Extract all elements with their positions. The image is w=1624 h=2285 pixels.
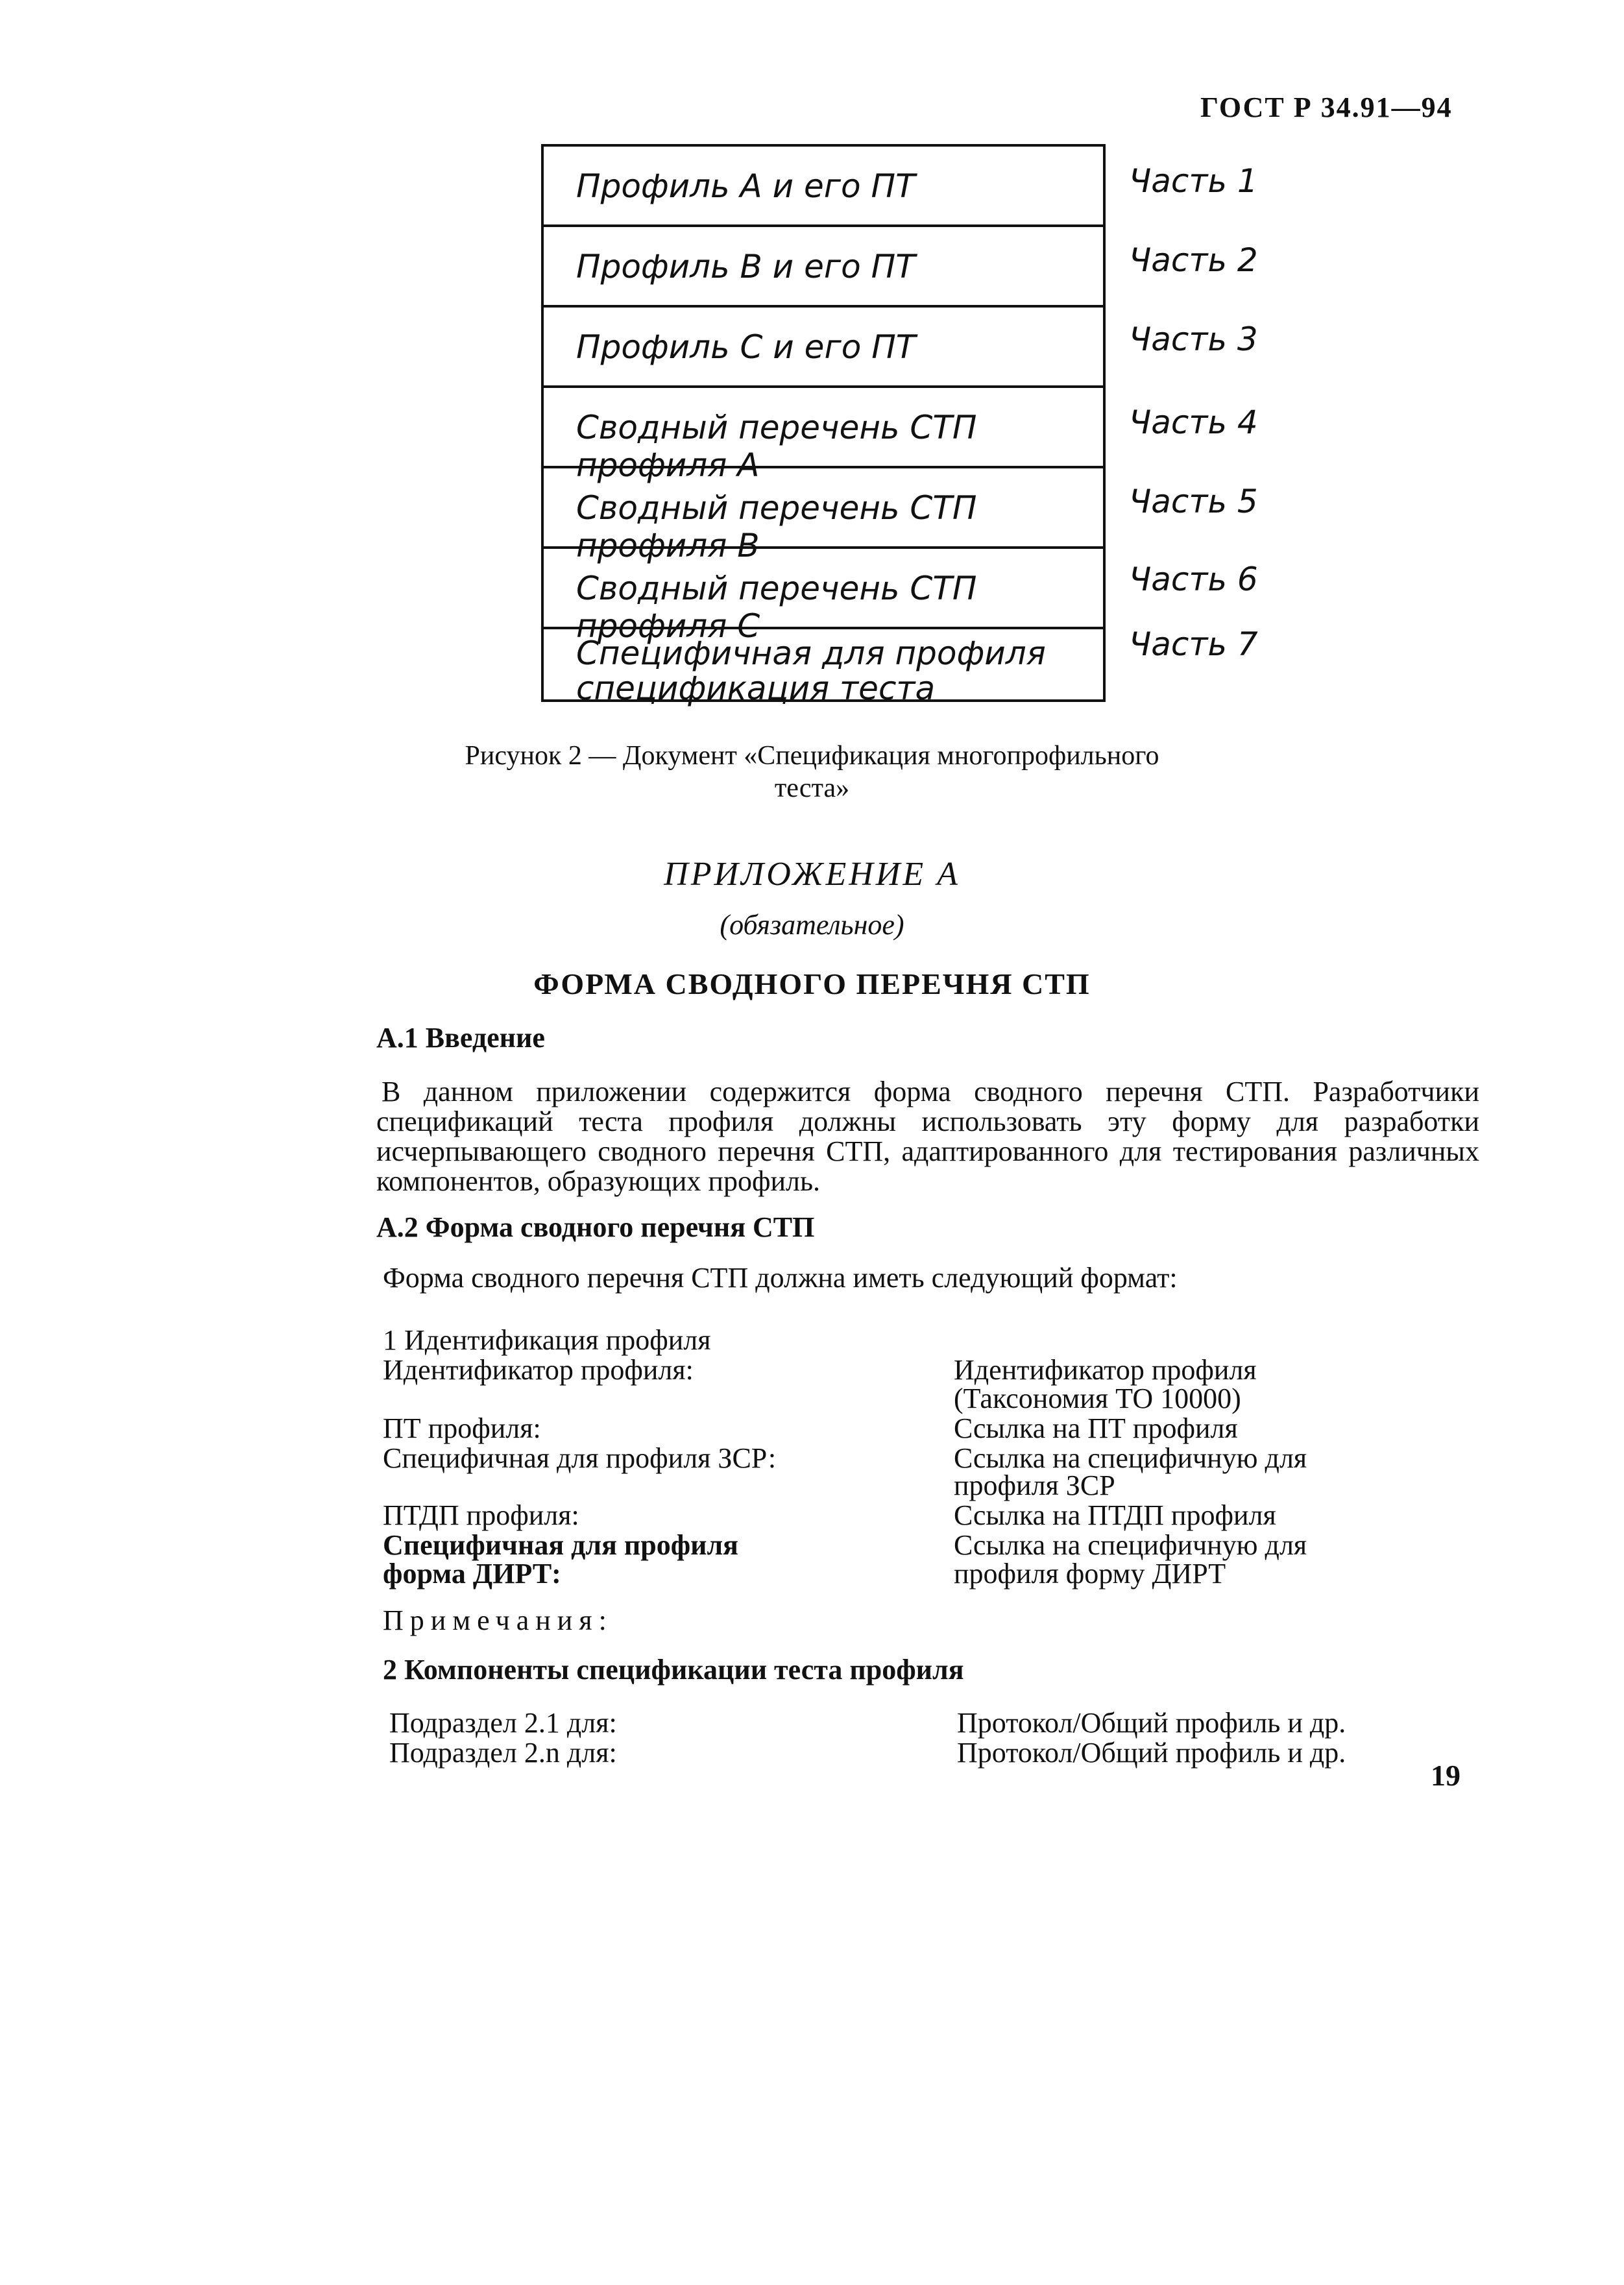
figure-row — [544, 227, 1103, 308]
figure-row — [544, 388, 1103, 484]
section-a1-paragraph: В данном приложении содержится форма сводного перечня СТП. Разработчики спецификаций теста профиля должны использовать эту форму для разработки исчерпывающего сводного перечня СТП, адаптированного для тестирования различных компонентов, образующих профиль. — [376, 1076, 1479, 1197]
subsection-value: Протокол/Общий профиль и др. — [957, 1737, 1346, 1769]
field-label: Специфичная для профиля — [383, 1529, 738, 1561]
section-heading-a1: А.1 Введение — [376, 1022, 545, 1054]
profile-identification-title: 1 Идентификация профиля — [383, 1324, 711, 1356]
field-value: Идентификатор профиля — [954, 1354, 1257, 1386]
field-value: Ссылка на специфичную для — [954, 1442, 1307, 1474]
figure-diagram — [541, 144, 1106, 707]
figure-part-label: Часть 6 — [1129, 561, 1258, 598]
field-value-cont: (Таксономия ТО 10000) — [954, 1383, 1241, 1414]
notes-label: Примечания: — [383, 1604, 613, 1636]
section-heading-a2: А.2 Форма сводного перечня СТП — [376, 1211, 815, 1243]
figure-row — [544, 549, 1103, 645]
field-label: ПТ профиля: — [383, 1412, 541, 1444]
components-title: 2 Компоненты спецификации теста профиля — [383, 1654, 964, 1686]
field-value: Ссылка на ПТДП профиля — [954, 1499, 1276, 1531]
subsection-label: Подраздел 2.1 для: — [389, 1707, 617, 1739]
figure-part-label: Часть 5 — [1129, 483, 1258, 520]
figure-row-label: Сводный перечень СТП профиля А — [576, 409, 977, 484]
figure-row — [544, 308, 1103, 388]
document-header: ГОСТ Р 34.91—94 — [1200, 91, 1453, 123]
subsection-value: Протокол/Общий профиль и др. — [957, 1707, 1346, 1739]
figure-row-label: Специфичная для профиля спецификация теста — [576, 635, 1046, 707]
field-label-cont: форма ДИРТ: — [383, 1558, 561, 1590]
field-value-cont: профиля ЗСР — [954, 1469, 1115, 1501]
section-a2-intro: Форма сводного перечня СТП должна иметь следующий формат: — [383, 1262, 1178, 1294]
field-value: Ссылка на специфичную для — [954, 1529, 1307, 1561]
figure-row-label: Сводный перечень СТП профиля В — [576, 489, 977, 564]
figure-part-label: Часть 7 — [1129, 625, 1258, 663]
figure-row — [544, 629, 1103, 707]
figure-row-label: Профиль В и его ПТ — [576, 248, 915, 285]
figure-part-label: Часть 3 — [1129, 320, 1258, 358]
page-number: 19 — [1431, 1759, 1460, 1792]
appendix-heading: ФОРМА СВОДНОГО ПЕРЕЧНЯ СТП — [533, 967, 1091, 1000]
field-label: Идентификатор профиля: — [383, 1354, 694, 1386]
field-label: ПТДП профиля: — [383, 1499, 579, 1531]
figure-caption-text: Рисунок 2 — Документ «Спецификация многопрофильного теста» — [465, 741, 1159, 803]
subsection-label: Подраздел 2.n для: — [389, 1737, 617, 1769]
appendix-title: ПРИЛОЖЕНИЕ А — [664, 856, 960, 893]
figure-row-label: Сводный перечень СТП профиля С — [576, 570, 977, 645]
figure-row — [544, 147, 1103, 227]
figure-row-label: Профиль А и его ПТ — [576, 167, 915, 205]
appendix-subtitle: (обязательное) — [720, 909, 904, 941]
figure-part-label: Часть 2 — [1129, 241, 1258, 279]
figure-caption — [0, 740, 1624, 804]
figure-part-label: Часть 4 — [1129, 404, 1258, 441]
field-value: Ссылка на ПТ профиля — [954, 1412, 1238, 1444]
field-label: Специфичная для профиля ЗСР: — [383, 1442, 777, 1474]
figure-row — [544, 468, 1103, 564]
figure-row-label: Профиль С и его ПТ — [576, 328, 916, 366]
field-value-cont: профиля форму ДИРТ — [954, 1558, 1226, 1590]
figure-part-label: Часть 1 — [1129, 162, 1258, 200]
